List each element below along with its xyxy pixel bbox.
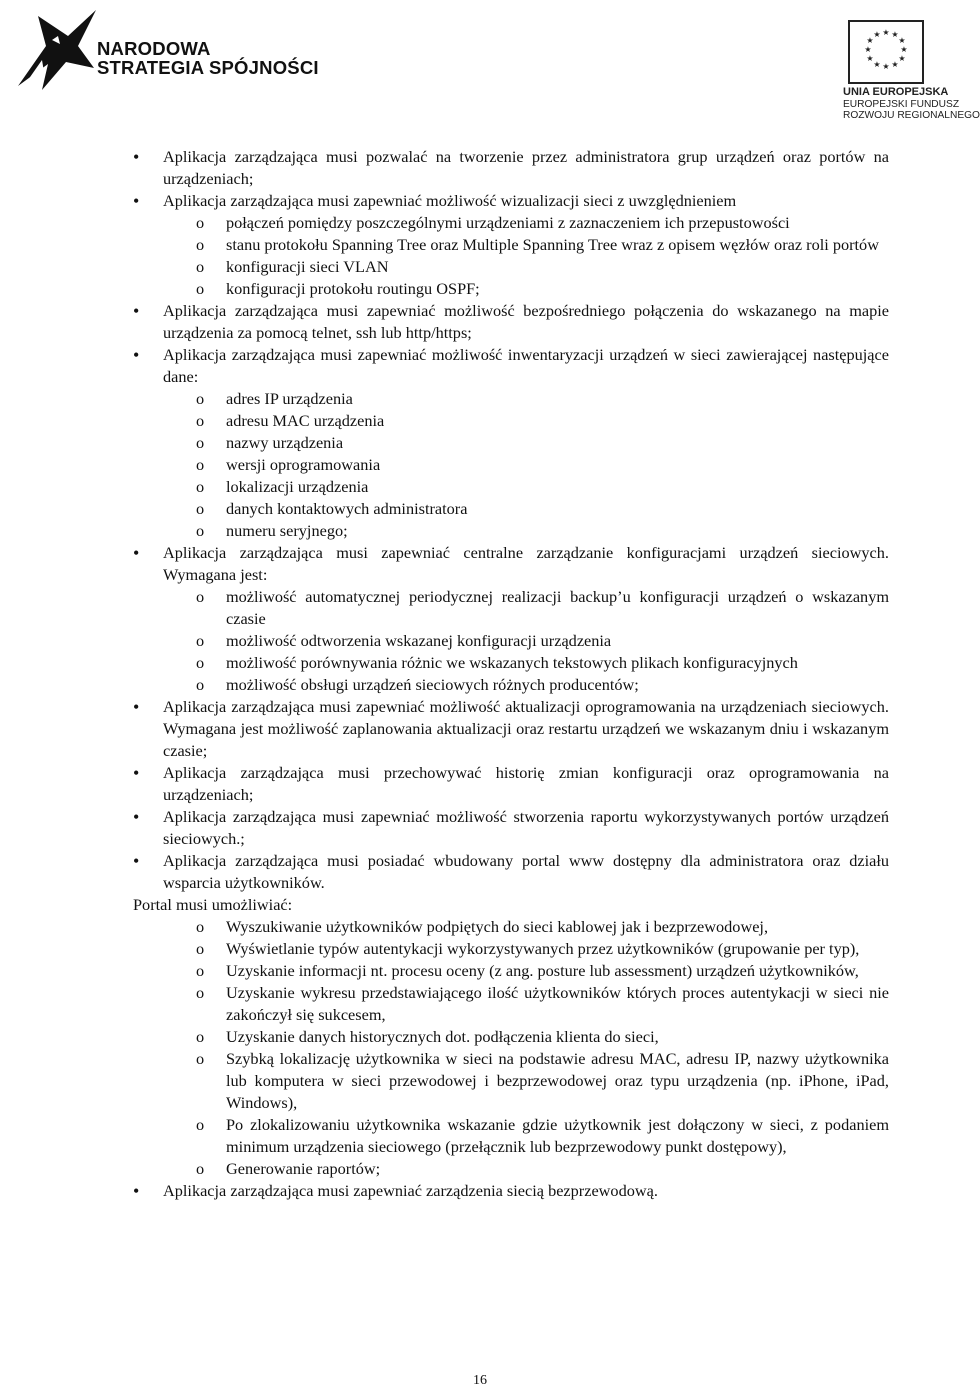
bullet-item bbox=[133, 806, 889, 850]
sub-item bbox=[133, 1026, 889, 1048]
svg-text:★: ★ bbox=[898, 36, 906, 45]
sub-item-marker: o bbox=[196, 939, 205, 958]
item-text: stanu protokołu Spanning Tree oraz Multiple Spanning Tree wraz z opisem węzłów oraz roli portów bbox=[226, 235, 879, 254]
item-text: Aplikacja zarządzająca musi zapewniać możliwość stworzenia raportu wykorzystywanych portów urządzeń sieciowych.; bbox=[163, 807, 889, 848]
sub-item-marker: o bbox=[196, 1115, 205, 1134]
svg-text:★: ★ bbox=[873, 60, 881, 69]
sub-item bbox=[133, 674, 889, 696]
item-text: adres IP urządzenia bbox=[226, 389, 353, 408]
sub-item bbox=[133, 1114, 889, 1158]
item-text: Wyszukiwanie użytkowników podpiętych do sieci kablowej jak i bezprzewodowej, bbox=[226, 917, 769, 936]
item-text: Aplikacja zarządzająca musi zapewniać możliwość bezpośredniego połączenia do wskazanego na mapie urządzenia za pomocą telnet, ssh lub http/https; bbox=[163, 301, 889, 342]
nss-logo-line-2: STRATEGIA SPÓJNOŚCI bbox=[97, 57, 319, 78]
eu-stars-icon bbox=[850, 22, 922, 82]
sub-item-marker: o bbox=[196, 257, 205, 276]
item-text: Szybką lokalizację użytkownika w sieci na podstawie adresu MAC, adresu IP, nazwy użytkownika lub komputera w sieci przewodowej i bezprzewodowej oraz typu urządzenia (np. iPhone, iPad, Windows), bbox=[226, 1049, 889, 1112]
item-text: Aplikacja zarządzająca musi zapewniać możliwość inwentaryzacji urządzeń w sieci zawierającej następujące dane: bbox=[163, 345, 889, 386]
sub-item bbox=[133, 212, 889, 234]
sub-item bbox=[133, 256, 889, 278]
sub-item-marker: o bbox=[196, 587, 205, 606]
sub-item-marker: o bbox=[196, 917, 205, 936]
svg-text:★: ★ bbox=[873, 30, 881, 39]
sub-item bbox=[133, 652, 889, 674]
sub-item bbox=[133, 476, 889, 498]
item-text: konfiguracji sieci VLAN bbox=[226, 257, 389, 276]
paragraph bbox=[133, 894, 889, 916]
svg-text:★: ★ bbox=[866, 54, 874, 63]
item-text: danych kontaktowych administratora bbox=[226, 499, 468, 518]
sub-item-marker: o bbox=[196, 675, 205, 694]
item-text: połączeń pomiędzy poszczególnymi urządzeniami z zaznaczeniem ich przepustowości bbox=[226, 213, 790, 232]
item-text: lokalizacji urządzenia bbox=[226, 477, 369, 496]
sub-item-marker: o bbox=[196, 499, 205, 518]
item-text: adresu MAC urządzenia bbox=[226, 411, 385, 430]
sub-item bbox=[133, 410, 889, 432]
item-text: możliwość obsługi urządzeń sieciowych różnych producentów; bbox=[226, 675, 639, 694]
sub-item-marker: o bbox=[196, 477, 205, 496]
item-text: możliwość odtworzenia wskazanej konfiguracji urządzenia bbox=[226, 631, 612, 650]
item-text: Generowanie raportów; bbox=[226, 1159, 381, 1178]
item-text: Aplikacja zarządzająca musi pozwalać na tworzenie przez administratora grup urządzeń oraz portów na urządzeniach; bbox=[163, 147, 889, 188]
eu-logo-line-1: UNIA EUROPEJSKA bbox=[843, 86, 949, 98]
item-text: Portal musi umożliwiać: bbox=[133, 895, 293, 914]
sub-item bbox=[133, 432, 889, 454]
sub-item bbox=[133, 630, 889, 652]
sub-item bbox=[133, 1158, 889, 1180]
eu-logo-line-2: EUROPEJSKI FUNDUSZ bbox=[843, 98, 960, 110]
sub-item bbox=[133, 520, 889, 542]
bullet-item bbox=[133, 696, 889, 762]
bullet-item bbox=[133, 146, 889, 190]
eu-logo-text bbox=[843, 87, 980, 122]
sub-item-marker: o bbox=[196, 983, 205, 1002]
item-text: Uzyskanie wykresu przedstawiającego ilość użytkowników których proces autentykacji w sieci nie zakończył się sukcesem, bbox=[226, 983, 889, 1024]
sub-item-marker: o bbox=[196, 521, 205, 540]
sub-item bbox=[133, 960, 889, 982]
bullet-item bbox=[133, 850, 889, 894]
item-text: Uzyskanie informacji nt. procesu oceny (z ang. posture lub assessment) urządzeń użytkowników, bbox=[226, 961, 859, 980]
item-text: Aplikacja zarządzająca musi przechowywać historię zmian konfiguracji oraz oprogramowania na urządzeniach; bbox=[163, 763, 889, 804]
svg-text:★: ★ bbox=[900, 45, 908, 54]
bullet-item bbox=[133, 190, 889, 212]
page-header bbox=[0, 0, 980, 130]
item-text: Aplikacja zarządzająca musi zapewniać zarządzenia siecią bezprzewodową. bbox=[163, 1181, 658, 1200]
sub-item-marker: o bbox=[196, 279, 205, 298]
item-text: Aplikacja zarządzająca musi zapewniać możliwość aktualizacji oprogramowania na urządzeniach sieciowych. Wymagana jest możliwość zaplanowania aktualizacji oraz restartu urządzeń we wskazanym dniu i wskazanym czasie; bbox=[163, 697, 889, 760]
svg-text:★: ★ bbox=[866, 36, 874, 45]
svg-text:★: ★ bbox=[891, 60, 899, 69]
sub-item bbox=[133, 916, 889, 938]
sub-item bbox=[133, 586, 889, 630]
sub-item-marker: o bbox=[196, 1049, 205, 1068]
sub-item-marker: o bbox=[196, 1027, 205, 1046]
svg-text:★: ★ bbox=[898, 54, 906, 63]
sub-item bbox=[133, 454, 889, 476]
sub-item-marker: o bbox=[196, 631, 205, 650]
bullet-item bbox=[133, 542, 889, 586]
svg-text:★: ★ bbox=[882, 28, 890, 37]
sub-item-marker: o bbox=[196, 389, 205, 408]
nss-logo-text bbox=[97, 39, 319, 77]
item-text: możliwość porównywania różnic we wskazanych tekstowych plikach konfiguracyjnych bbox=[226, 653, 798, 672]
item-text: nazwy urządzenia bbox=[226, 433, 344, 452]
sub-item-marker: o bbox=[196, 1159, 205, 1178]
sub-item bbox=[133, 1048, 889, 1114]
sub-item-marker: o bbox=[196, 433, 205, 452]
svg-text:★: ★ bbox=[891, 30, 899, 39]
item-text: możliwość automatycznej periodycznej realizacji backup’u konfiguracji urządzeń o wskazanym czasie bbox=[226, 587, 889, 628]
nss-logo-line-1: NARODOWA bbox=[97, 38, 211, 59]
item-text: wersji oprogramowania bbox=[226, 455, 381, 474]
bullet-item bbox=[133, 1180, 889, 1202]
bullet-item bbox=[133, 344, 889, 388]
item-text: Wyświetlanie typów autentykacji wykorzystywanych przez użytkowników (grupowanie per typ), bbox=[226, 939, 860, 958]
item-text: numeru seryjnego; bbox=[226, 521, 348, 540]
item-text: Uzyskanie danych historycznych dot. podłączenia klienta do sieci, bbox=[226, 1027, 659, 1046]
sub-item bbox=[133, 278, 889, 300]
sub-item bbox=[133, 234, 889, 256]
sub-item-marker: o bbox=[196, 213, 205, 232]
eu-flag bbox=[848, 20, 924, 84]
sub-item bbox=[133, 982, 889, 1026]
page-number: 16 bbox=[473, 1373, 487, 1388]
bullet-item bbox=[133, 762, 889, 806]
item-text: Aplikacja zarządzająca musi zapewniać centralne zarządzanie konfiguracjami urządzeń sieciowych. Wymagana jest: bbox=[163, 543, 889, 584]
sub-item-marker: o bbox=[196, 411, 205, 430]
sub-item-marker: o bbox=[196, 653, 205, 672]
sub-item bbox=[133, 498, 889, 520]
svg-text:★: ★ bbox=[864, 45, 872, 54]
narodowa-strategia-spojnosci-logo-icon bbox=[8, 6, 98, 94]
item-text: Po zlokalizowaniu użytkownika wskazanie gdzie użytkownik jest dołączony w sieci, z podaniem minimum urządzenia sieciowego (przełącznik lub bezprzewodowy punkt dostępowy), bbox=[226, 1115, 889, 1156]
item-text: konfiguracji protokołu routingu OSPF; bbox=[226, 279, 480, 298]
item-text: Aplikacja zarządzająca musi zapewniać możliwość wizualizacji sieci z uwzględnieniem bbox=[163, 191, 737, 210]
bullet-item bbox=[133, 300, 889, 344]
sub-item-marker: o bbox=[196, 455, 205, 474]
eu-logo-line-3: ROZWOJU REGIONALNEGO bbox=[843, 110, 980, 121]
document-body bbox=[133, 146, 889, 1202]
sub-item-marker: o bbox=[196, 235, 205, 254]
svg-text:★: ★ bbox=[882, 62, 890, 71]
sub-item bbox=[133, 388, 889, 410]
sub-item bbox=[133, 938, 889, 960]
item-text: Aplikacja zarządzająca musi posiadać wbudowany portal www dostępny dla administratora oraz działu wsparcia użytkowników. bbox=[163, 851, 889, 892]
sub-item-marker: o bbox=[196, 961, 205, 980]
